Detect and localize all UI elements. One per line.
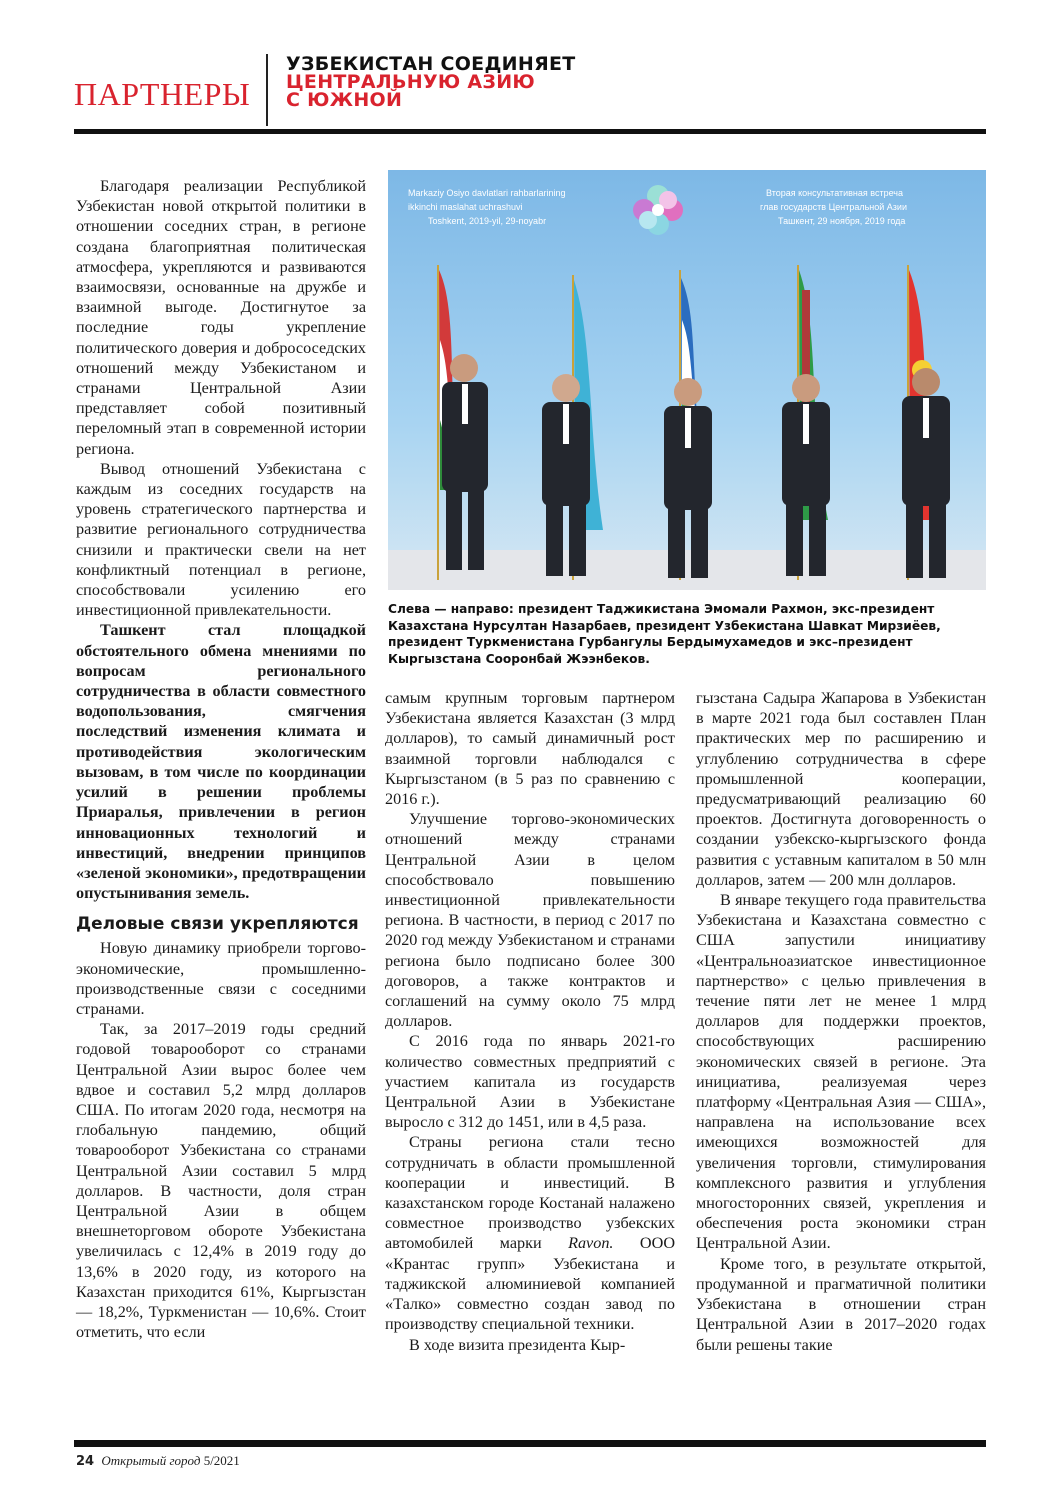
- headline-line-3: С ЮЖНОЙ: [286, 89, 403, 111]
- banner-right-line: глав государств Центральной Азии: [760, 202, 907, 212]
- paragraph: Так, за 2017–2019 годы средний годовой товарооборот со странами Центральной Азии вырос более чем вдвое и составил 5,2 млрд долларов США. По итогам 2020 года, несмотря на глобальную пандемию, общий товарооборот Узбекистана со странами Центральной Азии составил 5 млрд долларов. В частности, доля стран Центральной Азии в общем внешнеторговом обороте Узбекистана увеличилась с 12,4% в 2019 году до 13,6% в 2020 году, из которого на Казахстан приходится 61%, Кыргызстан — 18,2%, Туркменистан — 10,6%. Стоит отметить, что если: [76, 1020, 366, 1342]
- banner-right: [760, 188, 907, 226]
- article-column-3: [696, 688, 986, 1355]
- article-column-2: [385, 688, 675, 1355]
- header-divider: [266, 54, 268, 126]
- paragraph-bold: Ташкент стал площадкой обстоятельного обмена мнениями по вопросам регионального сотрудничества в области совместного водопользования, смягчения последствий изменения климата и противодействия экологическим вызовам, в том числе по координации усилий в решении проблемы Приаралья, привлечении в регион инновационных технологий и инвестиций, внедрении принципов «зеленой экономики», предотвращении опустынивания земель.: [76, 621, 366, 903]
- paragraph: В январе текущего года правительства Узбекистана и Казахстана совместно с США запустили инициативу «Центральноазиатское инвестиционное партнерство» с целью привлечения в течение пяти лет не менее 1 млрд долларов для поддержки проектов, способствующих расширению экономических связей в регионе. Эта инициатива, реализуемая через платформу «Центральная Азия — США», направлена на использование всех имеющихся возможностей для увеличения торговли, стимулирования комплексного развития и углубления многосторонних связей, укрепления и обеспечения роста экономики стран Центральной Азии.: [696, 891, 986, 1253]
- summit-photo-illustration: [388, 170, 986, 590]
- section-label: ПАРТНЕРЫ: [74, 76, 251, 112]
- paragraph: Кроме того, в результате открытой, продуманной и прагматичной политики Узбекистана в отношении стран Центральной Азии в 2017–2020 годах были решены такие: [696, 1254, 986, 1354]
- banner-right-line: Ташкент, 29 ноября, 2019 года: [778, 216, 906, 226]
- banner-left-line: Toshkent, 2019-yil, 29-noyabr: [428, 216, 547, 226]
- paragraph: В ходе визита президента Кыр-: [409, 1335, 626, 1354]
- paragraph-text: ООО «Крантас групп» Узбекистана и таджикской алюминиевой компанией «Талко» совместно создан завод по производству специальной техники.: [385, 1234, 676, 1334]
- paragraph: Благодаря реализации Республикой Узбекистан новой открытой политики в отношении соседних стран, в регионе создана благоприятная политическая атмосфера, укрепляются и развиваются взаимосвязи, основанные на дружбе и взаимной выгоде. Достигнутое за последние годы укрепление политического доверия и добрососедских отношений между Узбекистаном и странами Центральной Азии представляет собой позитивный переломный этап в современной истории региона.: [76, 177, 366, 458]
- banner-right-line: Вторая консультативная встреча: [766, 188, 903, 198]
- paragraph: Новую динамику приобрели торгово-экономические, промышленно-производственные связи с соседними странами.: [76, 939, 366, 1018]
- paragraph: Улучшение торгово-экономических отношений между странами Центральной Азии в целом способствовало повышению инвестиционной привлекательности региона. В частности, в период с 2017 по 2020 год между Узбекистаном и странами региона было подписано более 300 договоров, а также контрактов и соглашений на сумму около 75 млрд долларов.: [385, 810, 675, 1031]
- paragraph: самым крупным торговым партнером Узбекистана является Казахстан (3 млрд долларов), то самый динамичный рост взаимной торговли наблюдался с Кыргызстаном (в 5 раз по сравнению с 2016 г.).: [385, 689, 675, 809]
- banner-left-line: Markaziy Osiyo davlatlari rahbarlarining: [408, 188, 566, 198]
- footer-rule: [74, 1440, 986, 1447]
- headline-line-1: УЗБЕКИСТАН СОЕДИНЯЕТ: [286, 53, 576, 75]
- paragraph: [385, 1132, 675, 1334]
- banner-left-line: ikkinchi maslahat uchrashuvi: [408, 202, 523, 212]
- article-headline: [286, 55, 576, 109]
- article-column-1: [76, 176, 366, 1342]
- headline-line-2: ЦЕНТРАЛЬНУЮ АЗИЮ: [286, 71, 536, 93]
- page-number: 24: [76, 1454, 95, 1469]
- paragraph: С 2016 года по январь 2021-го количество совместных предприятий с участием капитала из государств Центральной Азии в Узбекистане выросло с 312 до 1451, или в 4,5 раза.: [385, 1032, 675, 1132]
- page-footer: [76, 1453, 240, 1469]
- paragraph: Вывод отношений Узбекистана с каждым из соседних государств на уровень стратегического партнерства и развитие регионального сотрудничества снизили и практически свели на нет конфликтный потенциал в регионе, способствовали усилению его инвестиционной привлекательности.: [76, 459, 366, 620]
- paragraph-text: Страны региона стали тесно сотрудничать в области промышленной кооперации и инвестиций. В казахстанском городе Костанай налажено совместное производство узбекских автомобилей марки: [385, 1133, 675, 1253]
- paragraph: гызстана Садыра Жапарова в Узбекистан в марте 2021 года был составлен План практических мер по расширению и углублению сотрудничества в сфере промышленной кооперации, предусматривающий реализацию 60 проектов. Достигнута договоренность о создании узбекско-кыргызского фонда развития с уставным капиталом в 50 млн долларов, затем — 200 млн долларов.: [696, 689, 986, 889]
- issue-number: 5/2021: [203, 1453, 240, 1468]
- brand-name: Ravon.: [568, 1234, 614, 1253]
- summit-photo: [388, 170, 986, 590]
- subheading: Деловые связи укрепляются: [76, 914, 359, 935]
- magazine-name: Открытый город: [101, 1453, 201, 1468]
- photo-caption: Слева — направо: президент Таджикистана Эмомали Рахмон, экс-президент Казахстана Нурсултан Назарбаев, президент Узбекистана Шавкат Мирзиёев, президент Туркменистана Гурбангулы Бердымухамедов и экс–президент Кыргызстана Сооронбай Жээнбеков.: [388, 602, 941, 666]
- header-rule: [74, 129, 986, 134]
